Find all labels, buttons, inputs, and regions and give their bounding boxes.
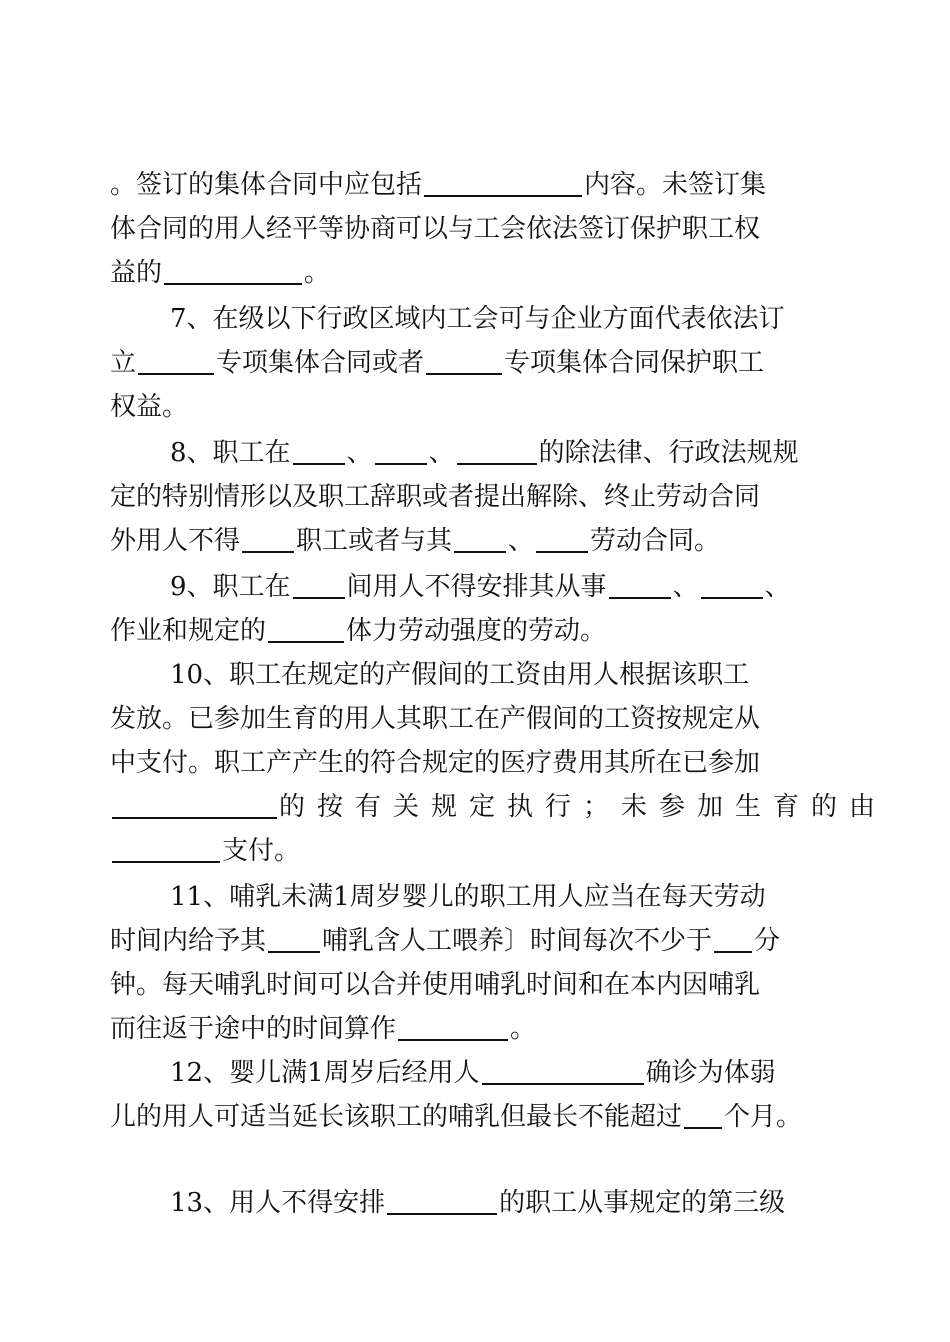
text-segment: 时间内给予其 [110, 926, 267, 956]
text-line [110, 521, 840, 561]
text-line [110, 743, 840, 783]
text-segment: 而往返于途中的时间算作 [110, 1014, 397, 1044]
text-segment: 中支付。职工产产生的符合规定的医疗费用其所在已参加 [110, 748, 761, 778]
text-segment: 9、职工在 [170, 572, 291, 602]
text-line [110, 343, 840, 383]
text-line [110, 1009, 840, 1049]
text-segment: 12、婴儿满1周岁后经用人 [170, 1058, 480, 1088]
text-segment: 体力劳动强度的劳动。 [346, 616, 607, 646]
text-segment: 支付。 [222, 836, 301, 866]
fill-blank [293, 435, 345, 465]
text-line [170, 1053, 840, 1093]
fill-blank [454, 523, 506, 553]
text-segment: 8、职工在 [170, 438, 291, 468]
fill-blank [268, 923, 320, 953]
text-segment: 间用人不得安排其从事 [346, 572, 607, 602]
text-line [110, 611, 840, 651]
text-line [110, 209, 840, 249]
fill-blank [138, 345, 214, 375]
fill-blank [293, 569, 345, 599]
fill-blank [375, 435, 427, 465]
text-segment: 、 [764, 572, 791, 602]
text-line [110, 699, 840, 739]
text-line [110, 387, 840, 427]
text-line [110, 965, 840, 1005]
fill-blank [387, 1185, 497, 1215]
text-segment: 、 [508, 526, 535, 556]
text-segment: 11、哺乳未满1周岁婴儿的职工用人应当在每天劳动 [170, 882, 766, 912]
text-line [170, 1183, 840, 1223]
fill-blank [426, 345, 502, 375]
text-line [110, 921, 840, 961]
fill-blank [242, 523, 294, 553]
text-segment: 、 [428, 438, 455, 468]
text-segment: 定的特别情形以及职工辞职或者提出解除、终止劳动合同 [110, 482, 761, 512]
text-line [110, 477, 840, 517]
fill-blank [684, 1099, 722, 1129]
text-segment: 立 [110, 348, 137, 378]
text-line [170, 655, 840, 695]
fill-blank [482, 1055, 644, 1085]
fill-blank [112, 789, 277, 819]
text-line [110, 787, 888, 827]
text-segment: 13、用人不得安排 [170, 1188, 386, 1218]
fill-blank [398, 1011, 508, 1041]
text-segment: 的职工从事规定的第三级 [499, 1188, 786, 1218]
text-segment: 专项集体合同保护职工 [504, 348, 765, 378]
fill-blank [112, 833, 220, 863]
text-line [110, 831, 840, 871]
text-segment: 。 [510, 1014, 537, 1044]
text-line [110, 1097, 840, 1137]
text-segment: 个月。 [724, 1102, 803, 1132]
text-segment: 哺乳含人工喂养〕时间每次不少于 [322, 926, 713, 956]
text-line [170, 433, 840, 473]
text-segment: 。 [304, 258, 331, 288]
fill-blank [701, 569, 763, 599]
fill-blank [268, 613, 344, 643]
text-segment: 权益。 [110, 392, 189, 422]
fill-blank [714, 923, 752, 953]
text-segment: 、 [346, 438, 373, 468]
fill-blank [457, 435, 537, 465]
text-segment: 益的 [110, 258, 163, 288]
fill-blank [424, 167, 582, 197]
text-line [170, 299, 840, 339]
text-segment: 钟。每天哺乳时间可以合并使用哺乳时间和在本内因哺乳 [110, 970, 761, 1000]
text-line [110, 253, 840, 293]
text-segment: 作业和规定的 [110, 616, 267, 646]
text-segment: 。签订的集体合同中应包括 [110, 170, 423, 200]
text-segment: 发放。已参加生育的用人其职工在产假间的工资按规定从 [110, 704, 761, 734]
text-segment: 、 [672, 572, 699, 602]
text-segment: 的除法律、行政法规规 [538, 438, 799, 468]
text-segment: 分 [754, 926, 781, 956]
fill-blank [164, 255, 302, 285]
fill-blank [536, 523, 588, 553]
text-line [170, 877, 840, 917]
text-segment: 7、在级以下行政区域内工会可与企业方面代表依法订 [170, 304, 785, 334]
text-segment: 内容。未签订集 [584, 170, 767, 200]
text-segment: 确诊为体弱 [645, 1058, 776, 1088]
text-segment: 劳动合同。 [590, 526, 721, 556]
text-segment: 10、职工在规定的产假间的工资由用人根据该职工 [170, 660, 750, 690]
fill-blank [609, 569, 671, 599]
text-line [170, 567, 840, 607]
text-line [110, 165, 840, 205]
text-segment: 儿的用人可适当延长该职工的哺乳但最长不能超过 [110, 1102, 683, 1132]
text-segment: 专项集体合同或者 [216, 348, 425, 378]
text-segment: 的按有关规定执行；未参加生育的由 [279, 792, 888, 822]
text-segment: 体合同的用人经平等协商可以与工会依法签订保护职工权 [110, 214, 761, 244]
text-segment: 外用人不得 [110, 526, 241, 556]
text-segment: 职工或者与其 [296, 526, 453, 556]
